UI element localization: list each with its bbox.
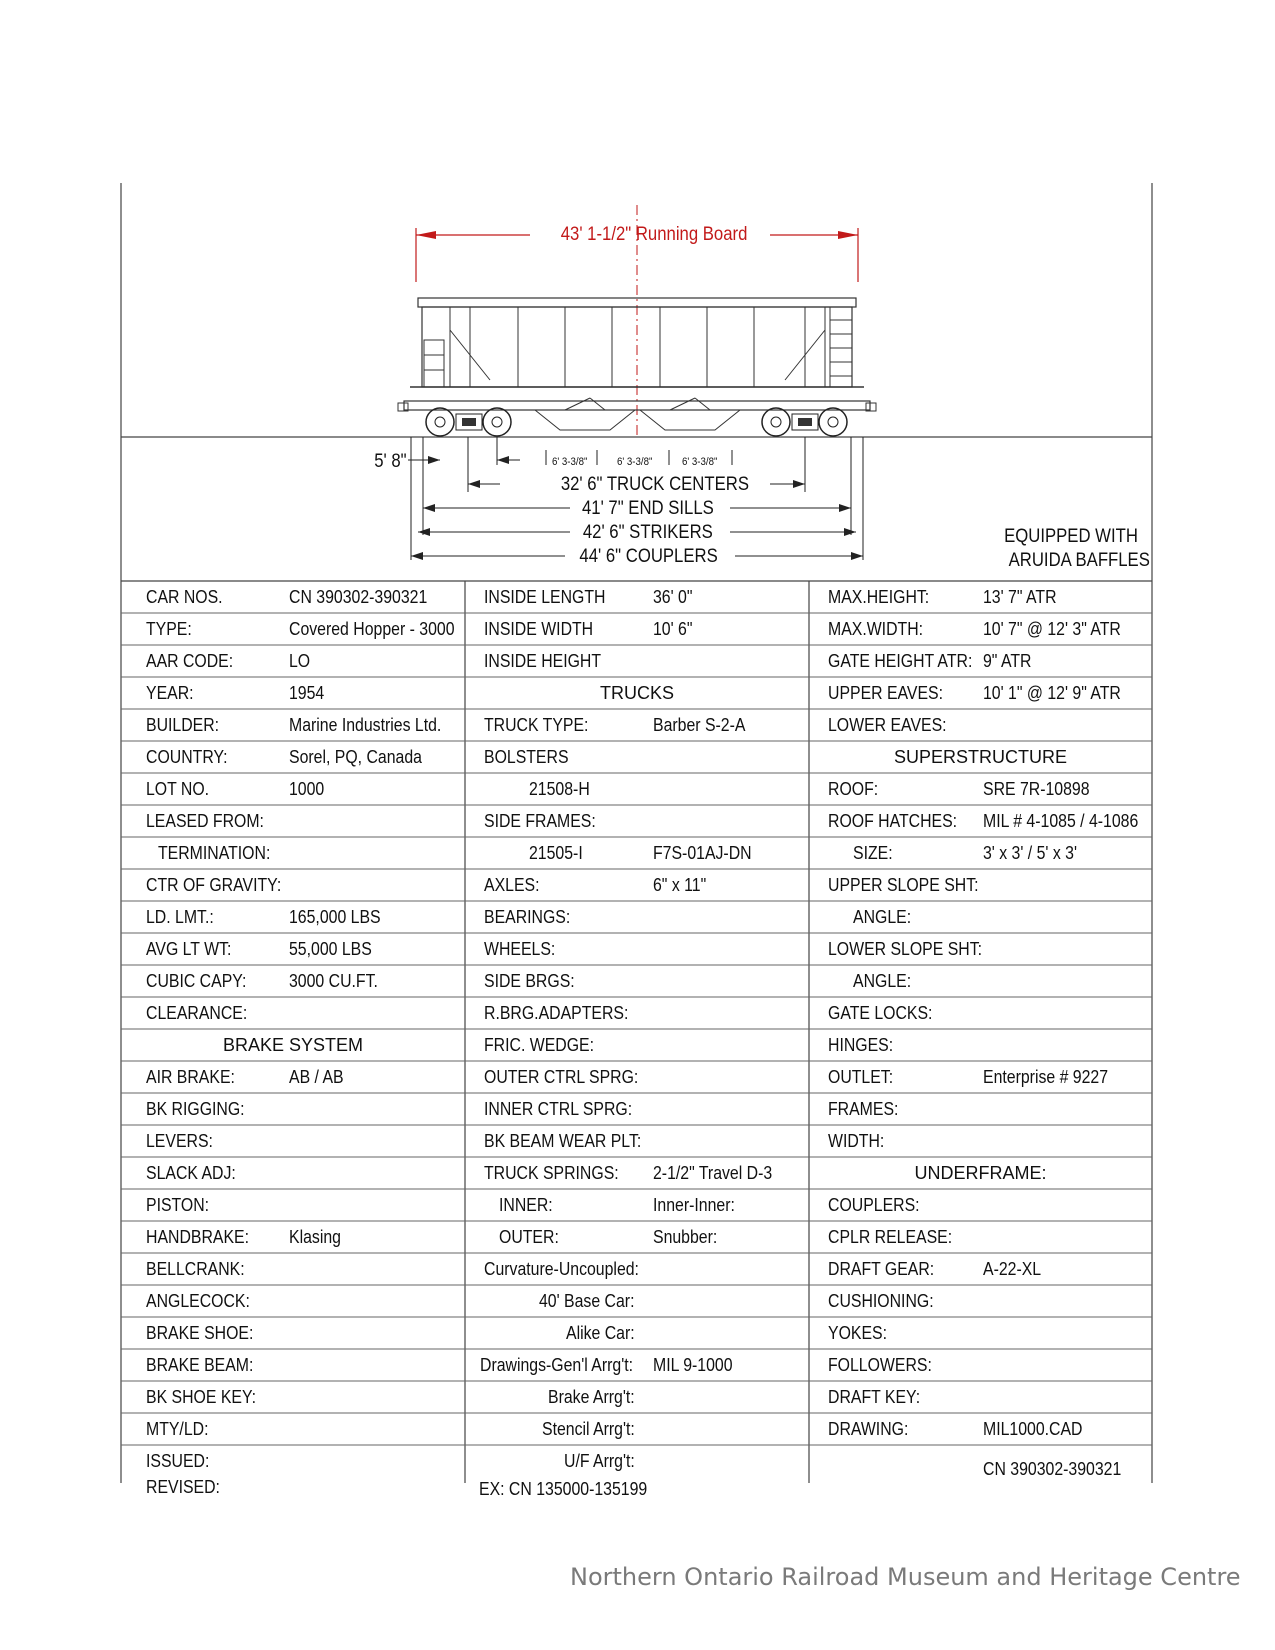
col2-label: OUTER: [499,1227,559,1247]
col2-label: 21505-I [529,843,583,863]
col3-label: SIZE: [853,843,893,863]
col2-value: 36' 0" [653,587,693,607]
col2-label: Brake Arrg't: [548,1387,635,1407]
col3-label: ANGLE: [853,907,912,927]
col3-label: ANGLE: [853,971,912,991]
col2-label: 40' Base Car: [539,1291,635,1311]
col2-label: OUTER CTRL SPRG: [484,1067,639,1087]
col3-label: ROOF: [828,779,879,799]
col2-label: INNER: [499,1195,553,1215]
col1-value: AB / AB [289,1067,344,1087]
col3-label: WIDTH: [828,1131,885,1151]
col2-value: Inner-Inner: [653,1195,735,1215]
col3-value: A-22-XL [983,1259,1042,1279]
end-sills-label: 41' 7" END SILLS [581,498,714,519]
col1-value: 1954 [289,683,325,703]
col1-value: Marine Industries Ltd. [289,715,442,735]
col1-label: BRAKE SYSTEM [222,1035,364,1055]
col2-label: INSIDE WIDTH [484,619,594,639]
couplers-label: 44' 6" COUPLERS [579,546,718,567]
running-board-label: 43' 1-1/2" Running Board [560,224,748,245]
col1-label: REVISED: [146,1477,220,1497]
col2-label: Alike Car: [566,1323,635,1343]
col1-value: CN 390302-390321 [289,587,428,607]
col3-value: 10' 1" @ 12' 9" ATR [983,683,1121,703]
col1-label: CLEARANCE: [146,1003,248,1023]
col2-value: 10' 6" [653,619,693,639]
col3-label: MAX.HEIGHT: [828,587,930,607]
height-label: 5' 8" [374,451,407,472]
col3-label: ROOF HATCHES: [828,811,958,831]
spacing-label-1: 6' 3-3/8" [552,456,588,468]
spacing-label-3: 6' 3-3/8" [682,456,718,468]
spacing-label-2: 6' 3-3/8" [617,456,653,468]
col3-label: DRAFT GEAR: [828,1259,935,1279]
col3-label: MAX.WIDTH: [828,619,924,639]
col1-value: 55,000 LBS [289,939,372,959]
col1-label: BK RIGGING: [146,1099,245,1119]
col1-label: AAR CODE: [146,651,234,671]
col3-label: OUTLET: [828,1067,894,1087]
col2-label: SIDE FRAMES: [484,811,596,831]
col1-label: BRAKE SHOE: [146,1323,254,1343]
col1-label: TERMINATION: [158,843,271,863]
col1-label: BELLCRANK: [146,1259,245,1279]
col1-label: BRAKE BEAM: [146,1355,254,1375]
col3-label: GATE HEIGHT ATR: [828,651,973,671]
col2-label: R.BRG.ADAPTERS: [484,1003,629,1023]
col3-value: 13' 7" ATR [983,587,1057,607]
col1-label: AVG LT WT: [146,939,232,959]
col3-label: DRAFT KEY: [828,1387,921,1407]
col3-label: UPPER EAVES: [828,683,944,703]
col2-label: Drawings-Gen'l Arrg't: [480,1355,634,1375]
col2-label: SIDE BRGS: [484,971,575,991]
col3-label: CN 390302-390321 [983,1459,1122,1479]
col3-label: CPLR RELEASE: [828,1227,953,1247]
col1-label: YEAR: [146,683,194,703]
col2-value: 2-1/2" Travel D-3 [653,1163,773,1183]
col3-value: MIL # 4-1085 / 4-1086 [983,811,1139,831]
col3-label: CUSHIONING: [828,1291,934,1311]
col1-label: ANGLECOCK: [146,1291,250,1311]
col1-label: SLACK ADJ: [146,1163,236,1183]
col2-label: U/F Arrg't: [564,1451,635,1471]
col2-label: AXLES: [484,875,540,895]
col2-label: 21508-H [529,779,590,799]
col1-value: 1000 [289,779,325,799]
col3-label: UPPER SLOPE SHT: [828,875,979,895]
col1-label: BUILDER: [146,715,220,735]
col2-value: F7S-01AJ-DN [653,843,752,863]
col1-label: LEASED FROM: [146,811,264,831]
col3-label: LOWER SLOPE SHT: [828,939,983,959]
col2-label: BOLSTERS [484,747,569,767]
col1-label: PISTON: [146,1195,210,1215]
col1-label: CUBIC CAPY: [146,971,247,991]
col2-value: MIL 9-1000 [653,1355,733,1375]
col3-value: 3' x 3' / 5' x 3' [983,843,1077,863]
col3-value: Enterprise # 9227 [983,1067,1109,1087]
col2-label: TRUCK SPRINGS: [484,1163,619,1183]
col1-label: COUNTRY: [146,747,228,767]
footer-credit: Northern Ontario Railroad Museum and Heritage Centre [570,1563,1241,1591]
col3-label: GATE LOCKS: [828,1003,933,1023]
col2-label: Curvature-Uncoupled: [484,1259,639,1279]
col1-label: CTR OF GRAVITY: [146,875,282,895]
col1-value: Klasing [289,1227,341,1247]
strikers-label: 42' 6" STRIKERS [582,522,713,543]
col3-value: 9" ATR [983,651,1032,671]
col1-value: LO [289,651,311,671]
col3-value: MIL1000.CAD [983,1419,1083,1439]
col1-value: 165,000 LBS [289,907,381,927]
col1-label: LD. LMT.: [146,907,214,927]
col3-label: LOWER EAVES: [828,715,947,735]
equipped-line-2: ARUIDA BAFFLES [1008,550,1150,571]
col2-label: WHEELS: [484,939,556,959]
col1-label: HANDBRAKE: [146,1227,249,1247]
col3-value: SRE 7R-10898 [983,779,1090,799]
col3-label: HINGES: [828,1035,894,1055]
col1-label: ISSUED: [146,1451,210,1471]
col1-label: CAR NOS. [146,587,223,607]
col3-label: UNDERFRAME: [914,1163,1047,1183]
col1-label: LEVERS: [146,1131,213,1151]
col2-label: TRUCKS [599,683,674,703]
col2-label: INSIDE HEIGHT [484,651,602,671]
equipped-line-1: EQUIPPED WITH [1004,526,1138,547]
col1-label: LOT NO. [146,779,210,799]
col1-label: TYPE: [146,619,192,639]
col2-label: BEARINGS: [484,907,571,927]
col1-label: MTY/LD: [146,1419,209,1439]
col2-label: Stencil Arrg't: [542,1419,635,1439]
col1-label: AIR BRAKE: [146,1067,235,1087]
col2-label: EX: CN 135000-135199 [479,1479,648,1499]
col3-label: FRAMES: [828,1099,899,1119]
col2-label: INNER CTRL SPRG: [484,1099,633,1119]
col1-label: BK SHOE KEY: [146,1387,257,1407]
col2-label: BK BEAM WEAR PLT: [484,1131,642,1151]
col1-value: 3000 CU.FT. [289,971,378,991]
col3-label: DRAWING: [828,1419,909,1439]
col2-label: FRIC. WEDGE: [484,1035,594,1055]
col3-label: FOLLOWERS: [828,1355,932,1375]
truck-centers-label: 32' 6" TRUCK CENTERS [560,474,749,495]
col3-label: YOKES: [828,1323,887,1343]
col2-value: 6" x 11" [653,875,707,895]
col1-value: Covered Hopper - 3000 [289,619,455,639]
col2-label: TRUCK TYPE: [484,715,589,735]
col3-label: COUPLERS: [828,1195,920,1215]
col1-value: Sorel, PQ, Canada [289,747,422,767]
col2-label: INSIDE LENGTH [484,587,606,607]
col2-value: Snubber: [653,1227,718,1247]
col3-label: SUPERSTRUCTURE [893,747,1067,767]
col2-value: Barber S-2-A [653,715,746,735]
col3-value: 10' 7" @ 12' 3" ATR [983,619,1121,639]
